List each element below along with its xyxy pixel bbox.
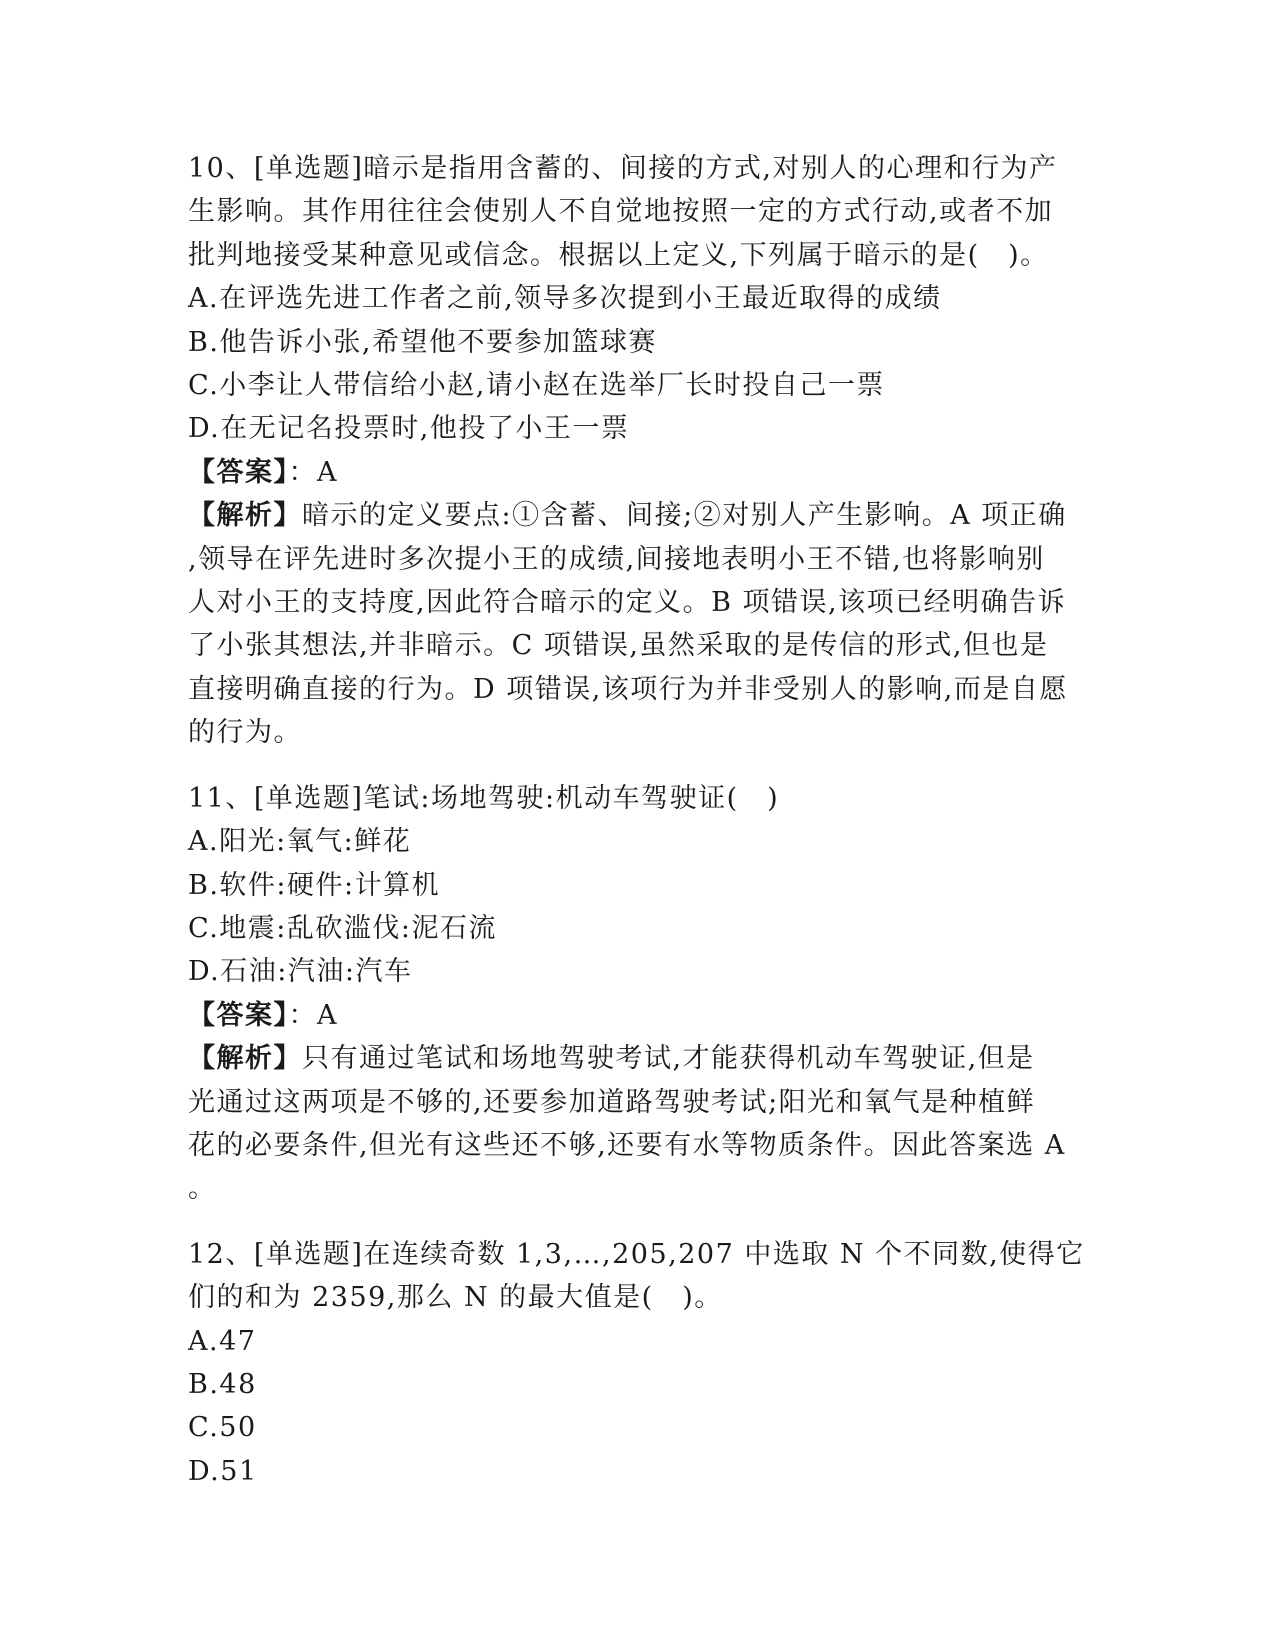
question-stem-line: 们的和为 2359,那么 N 的最大值是( )。 [188, 1282, 723, 1314]
analysis-text: 花的必要条件,但光有这些还不够,还要有水等物质条件。因此答案选 A [188, 1129, 1066, 1161]
option-b: B.软件:硬件:计算机 [188, 869, 441, 901]
option-b: B.他告诉小张,希望他不要参加篮球赛 [188, 326, 658, 358]
question-separator [188, 763, 1088, 777]
question-stem-line: 批判地接受某种意见或信念。根据以上定义,下列属于暗示的是( )。 [188, 239, 1049, 271]
document-page [188, 147, 1088, 1501]
option-c: C.地震:乱砍滥伐:泥石流 [188, 912, 497, 944]
question-stem-line: 11、[单选题]笔试:场地驾驶:机动车驾驶证( ) [188, 782, 780, 814]
answer-value: ：A [288, 999, 338, 1031]
question-stem-line: 10、[单选题]暗示是指用含蓄的、间接的方式,对别人的心理和行为产 [188, 153, 1058, 184]
analysis-text: 了小张其想法,并非暗示。C 项错误,虽然采取的是传信的形式,但也是 [188, 630, 1049, 662]
analysis-text: 暗示的定义要点:①含蓄、间接;②对别人产生影响。A 项正确 [302, 500, 1067, 532]
analysis-label: 【解析】 [188, 1043, 302, 1075]
analysis-line [188, 1037, 1088, 1080]
option-c: C.50 [188, 1412, 257, 1444]
question-separator [188, 1219, 1088, 1233]
analysis-text: 光通过这两项是不够的,还要参加道路驾驶考试;阳光和氧气是种植鲜 [188, 1086, 1036, 1118]
analysis-text: 直接明确直接的行为。D 项错误,该项行为并非受别人的影响,而是自愿 [188, 673, 1068, 705]
question-10 [188, 147, 1088, 755]
answer-line [188, 994, 1088, 1037]
answer-line [188, 451, 1088, 494]
analysis-text: 只有通过笔试和场地驾驶考试,才能获得机动车驾驶证,但是 [302, 1043, 1035, 1075]
option-d: D.石油:汽油:汽车 [188, 956, 413, 988]
option-a: A.在评选先进工作者之前,领导多次提到小王最近取得的成绩 [188, 283, 942, 315]
analysis-text: 。 [188, 1173, 217, 1205]
answer-value: ：A [288, 456, 338, 488]
option-a: A.47 [188, 1325, 257, 1357]
answer-label: 【答案】 [188, 999, 289, 1031]
question-12 [188, 1233, 1088, 1493]
analysis-text: 人对小王的支持度,因此符合暗示的定义。B 项错误,该项已经明确告诉 [188, 587, 1067, 619]
option-d: D.在无记名投票时,他投了小王一票 [188, 413, 630, 445]
analysis-line [188, 494, 1088, 537]
analysis-label: 【解析】 [188, 500, 302, 532]
option-a: A.阳光:氧气:鲜花 [188, 826, 412, 858]
option-b: B.48 [188, 1368, 257, 1400]
analysis-text: 的行为。 [188, 717, 302, 749]
question-11 [188, 777, 1088, 1211]
analysis-text: ,领导在评先进时多次提小王的成绩,间接地表明小王不错,也将影响别 [188, 543, 1045, 575]
option-d: D.51 [188, 1455, 258, 1487]
question-stem-line: 生影响。其作用往往会使别人不自觉地按照一定的方式行动,或者不加 [188, 196, 1054, 228]
answer-label: 【答案】 [188, 456, 289, 488]
option-c: C.小李让人带信给小赵,请小赵在选举厂长时投自己一票 [188, 370, 885, 402]
question-stem-line: 12、[单选题]在连续奇数 1,3,…,205,207 中选取 N 个不同数,使得它 [188, 1238, 1085, 1270]
